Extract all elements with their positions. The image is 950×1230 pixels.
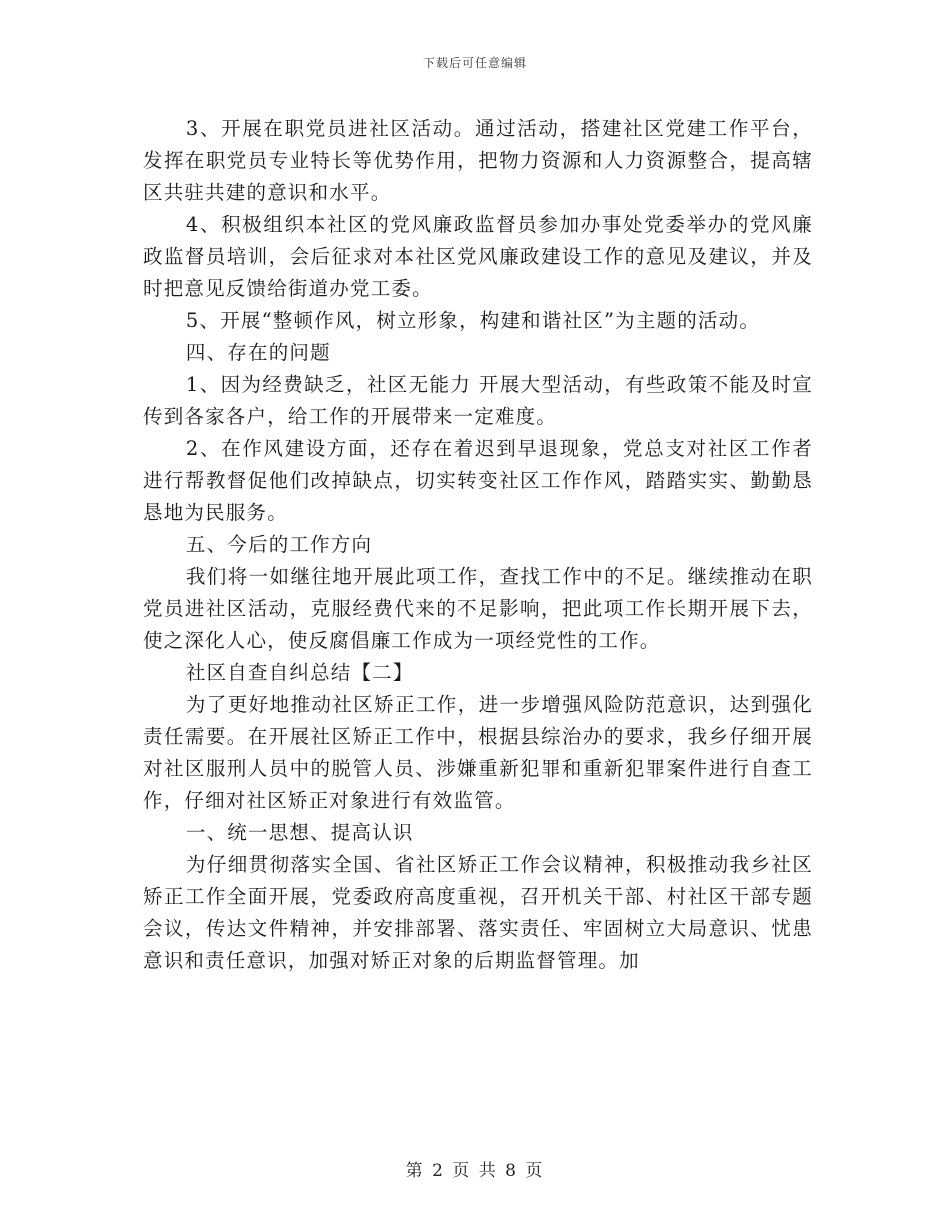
page-number: 第 2 页 共 8 页 bbox=[405, 1161, 545, 1181]
paragraph-item-3: 3、开展在职党员进社区活动。通过活动，搭建社区党建工作平台，发挥在职党员专业特长等优势作用，把物力资源和人力资源整合，提高辖区共驻共建的意识和水平。 bbox=[143, 117, 813, 204]
section-heading-unify: 一、统一思想、提高认识 bbox=[185, 821, 414, 844]
paragraph-item-5: 5、开展“整顿作风，树立形象，构建和谐社区”为主题的活动。 bbox=[185, 309, 761, 332]
paragraph-future: 我们将一如继往地开展此项工作，查找工作中的不足。继续推动在职党员进社区活动，克服经费代来的不足影响，把此项工作长期开展下去，使之深化人心，使反腐倡廉工作成为一项经党性的工作。 bbox=[143, 565, 813, 652]
paragraph-item-4: 4、积极组织本社区的党风廉政监督员参加办事处党委举办的党风廉政监督员培训，会后征求对本社区党风廉政建设工作的意见及建议，并及时把意见反馈给街道办党工委。 bbox=[143, 213, 813, 300]
paragraph-problem-2: 2、在作风建设方面，还存在着迟到早退现象，党总支对社区工作者进行帮教督促他们改掉缺点，切实转变社区工作作风，踏踏实实、勤勤恳恳地为民服务。 bbox=[143, 437, 813, 524]
section-heading-problems: 四、存在的问题 bbox=[185, 341, 331, 364]
paragraph-intro: 为了更好地推动社区矫正工作，进一步增强风险防范意识，达到强化责任需要。在开展社区矫正工作中，根据县综治办的要求，我乡仔细开展对社区服刑人员中的脱管人员、涉嫌重新犯罪和重新犯罪案件进行自查工作，仔细对社区矫正对象进行有效监管。 bbox=[143, 693, 813, 812]
section-heading-future: 五、今后的工作方向 bbox=[185, 533, 373, 556]
paragraph-unify: 为仔细贯彻落实全国、省社区矫正工作会议精神，积极推动我乡社区矫正工作全面开展，党委政府高度重视，召开机关干部、村社区干部专题会议，传达文件精神，并安排部署、落实责任、牢固树立大局意识、忧患意识和责任意识，加强对矫正对象的后期监督管理。加 bbox=[143, 853, 813, 972]
document-body bbox=[143, 113, 813, 977]
paragraph-problem-1: 1、因为经费缺乏，社区无能力 开展大型活动，有些政策不能及时宣传到各家各户，给工作的开展带来一定难度。 bbox=[143, 373, 813, 428]
section-title-summary-two: 社区自查自纠总结【二】 bbox=[185, 661, 414, 684]
page-header-note: 下载后可任意编辑 bbox=[422, 56, 527, 70]
